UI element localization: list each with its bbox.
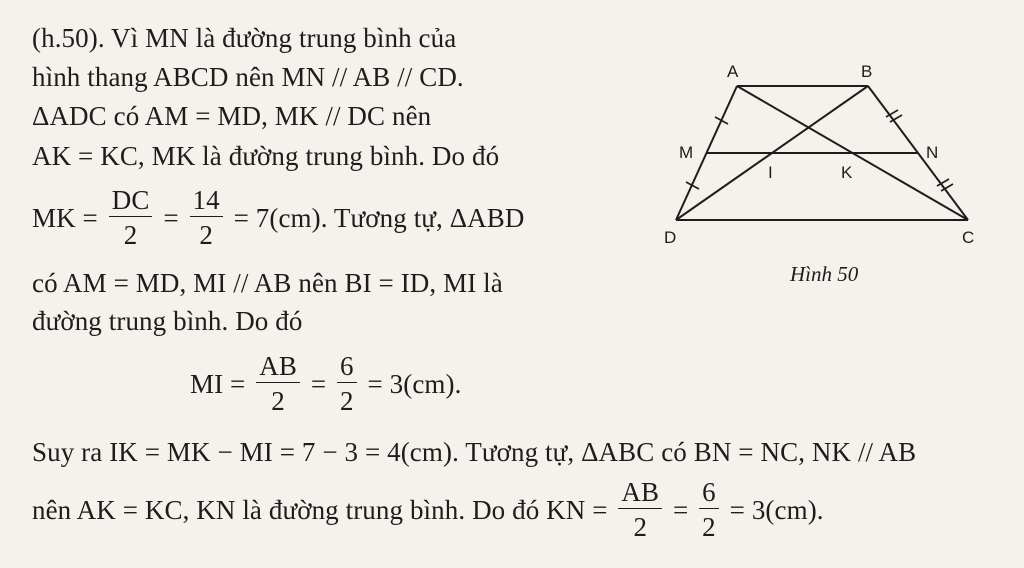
fraction-numerator: AB: [618, 476, 662, 509]
fraction-numerator: DC: [109, 184, 153, 217]
fraction-6-over-2: [337, 350, 357, 417]
label-a: A: [727, 62, 739, 81]
fraction-denominator: 2: [199, 220, 213, 250]
text-line-6: có AM = MD, MI // AB nên BI = ID, MI là: [32, 268, 503, 298]
fraction-ab-over-2: [256, 350, 300, 417]
label-k: K: [841, 163, 853, 182]
figure-caption: Hình 50: [790, 262, 859, 286]
fraction-14-over-2: [190, 184, 223, 251]
eq-mi-rhs: = 3(cm).: [367, 368, 462, 399]
fraction-denominator: 2: [340, 386, 354, 416]
fraction-6-over-2: [699, 476, 719, 543]
label-i: I: [768, 163, 773, 182]
equation-mi: [190, 350, 461, 417]
equation-kn: [32, 476, 824, 543]
text-line-1: (h.50). Vì MN là đường trung bình của: [32, 23, 457, 53]
eq-mi-lhs: MI =: [190, 368, 246, 399]
trapezoid-figure: [640, 48, 1000, 258]
label-d: D: [664, 228, 677, 247]
fraction-ab-over-2: [618, 476, 662, 543]
eq-kn-rhs: = 3(cm).: [729, 494, 824, 525]
eq-mk-lhs: MK =: [32, 202, 98, 233]
equals-sign: =: [163, 202, 179, 233]
equation-mk: [32, 184, 525, 251]
fraction-denominator: 2: [702, 512, 716, 542]
text-line-4: AK = KC, MK là đường trung bình. Do đó: [32, 141, 500, 171]
text-line-2: hình thang ABCD nên MN // AB // CD.: [32, 62, 464, 92]
label-n: N: [926, 143, 939, 162]
fraction-numerator: 14: [190, 184, 223, 217]
eq-kn-text: nên AK = KC, KN là đường trung bình. Do đó KN =: [32, 494, 608, 525]
fraction-denominator: 2: [123, 220, 138, 250]
fraction-numerator: 6: [699, 476, 719, 509]
fraction-denominator: 2: [271, 386, 285, 416]
text-line-7: đường trung bình. Do đó: [32, 306, 303, 336]
equals-sign: =: [310, 368, 327, 399]
equals-sign: =: [672, 494, 689, 525]
label-m: M: [679, 143, 694, 162]
fraction-numerator: AB: [256, 350, 300, 383]
fraction-dc-over-2: [109, 184, 153, 251]
label-b: B: [861, 62, 873, 81]
fraction-denominator: 2: [633, 512, 648, 542]
text-line-3: ΔADC có AM = MD, MK // DC nên: [32, 101, 432, 131]
fraction-numerator: 6: [337, 350, 357, 383]
eq-mk-rhs: = 7(cm). Tương tự, ΔABD: [233, 202, 525, 233]
label-c: C: [962, 228, 975, 247]
text-line-9: Suy ra IK = MK − MI = 7 − 3 = 4(cm). Tương tự, ΔABC có BN = NC, NK // AB: [32, 437, 917, 467]
